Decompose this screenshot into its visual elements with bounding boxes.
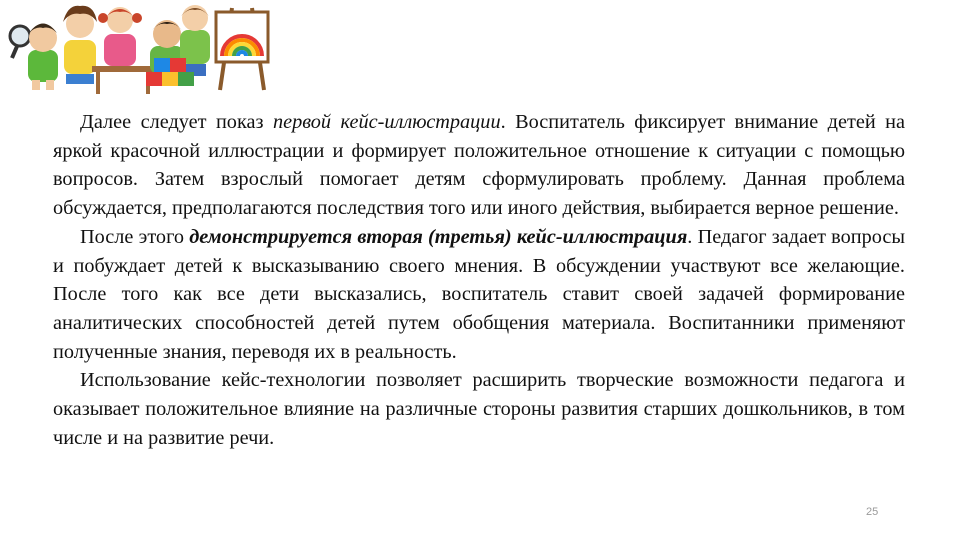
magnifier-icon xyxy=(10,26,30,58)
emphasis-text: демонстрируется вторая (третья) кейс-иллюстрация xyxy=(189,225,688,248)
paragraph-3 xyxy=(53,366,905,452)
paragraph-text: . Педагог задает вопросы и побуждает детей к высказыванию своего мнения. В обсуждении участвуют все желающие. После того как все дети высказались, воспитатель ставит своей задачей формирование аналитических способностей детей путем обобщения материала. Воспитанники применяют полученные знания, переводя их в реальность. xyxy=(53,225,906,363)
children-clipart xyxy=(0,0,270,100)
emphasis-text: первой кейс-иллюстрации xyxy=(272,111,501,133)
paragraph-text: Использование кейс-технологии позволяет расширить творческие возможности педагога и оказывает положительное влияние на различные стороны развития старших дошкольников, в том числе и на развитие речи. xyxy=(53,369,905,449)
paragraph-2 xyxy=(53,223,905,367)
body-text xyxy=(53,108,905,452)
easel-rainbow-icon xyxy=(216,8,268,90)
page-number: 25 xyxy=(866,506,879,518)
paragraph-text: После этого xyxy=(80,225,190,248)
paragraph-text: Далее следует показ xyxy=(80,111,273,133)
paragraph-text: . Воспитатель фиксирует внимание детей на яркой красочной иллюстрации и формирует положительное отношение к ситуации с помощью вопросов. Затем взрослый помогает детям сформулировать проблему. Данная проблема обсуждается, предполагаются последствия того или иного действия, выбирается верное решение. xyxy=(53,111,905,220)
paragraph-1 xyxy=(53,108,905,223)
